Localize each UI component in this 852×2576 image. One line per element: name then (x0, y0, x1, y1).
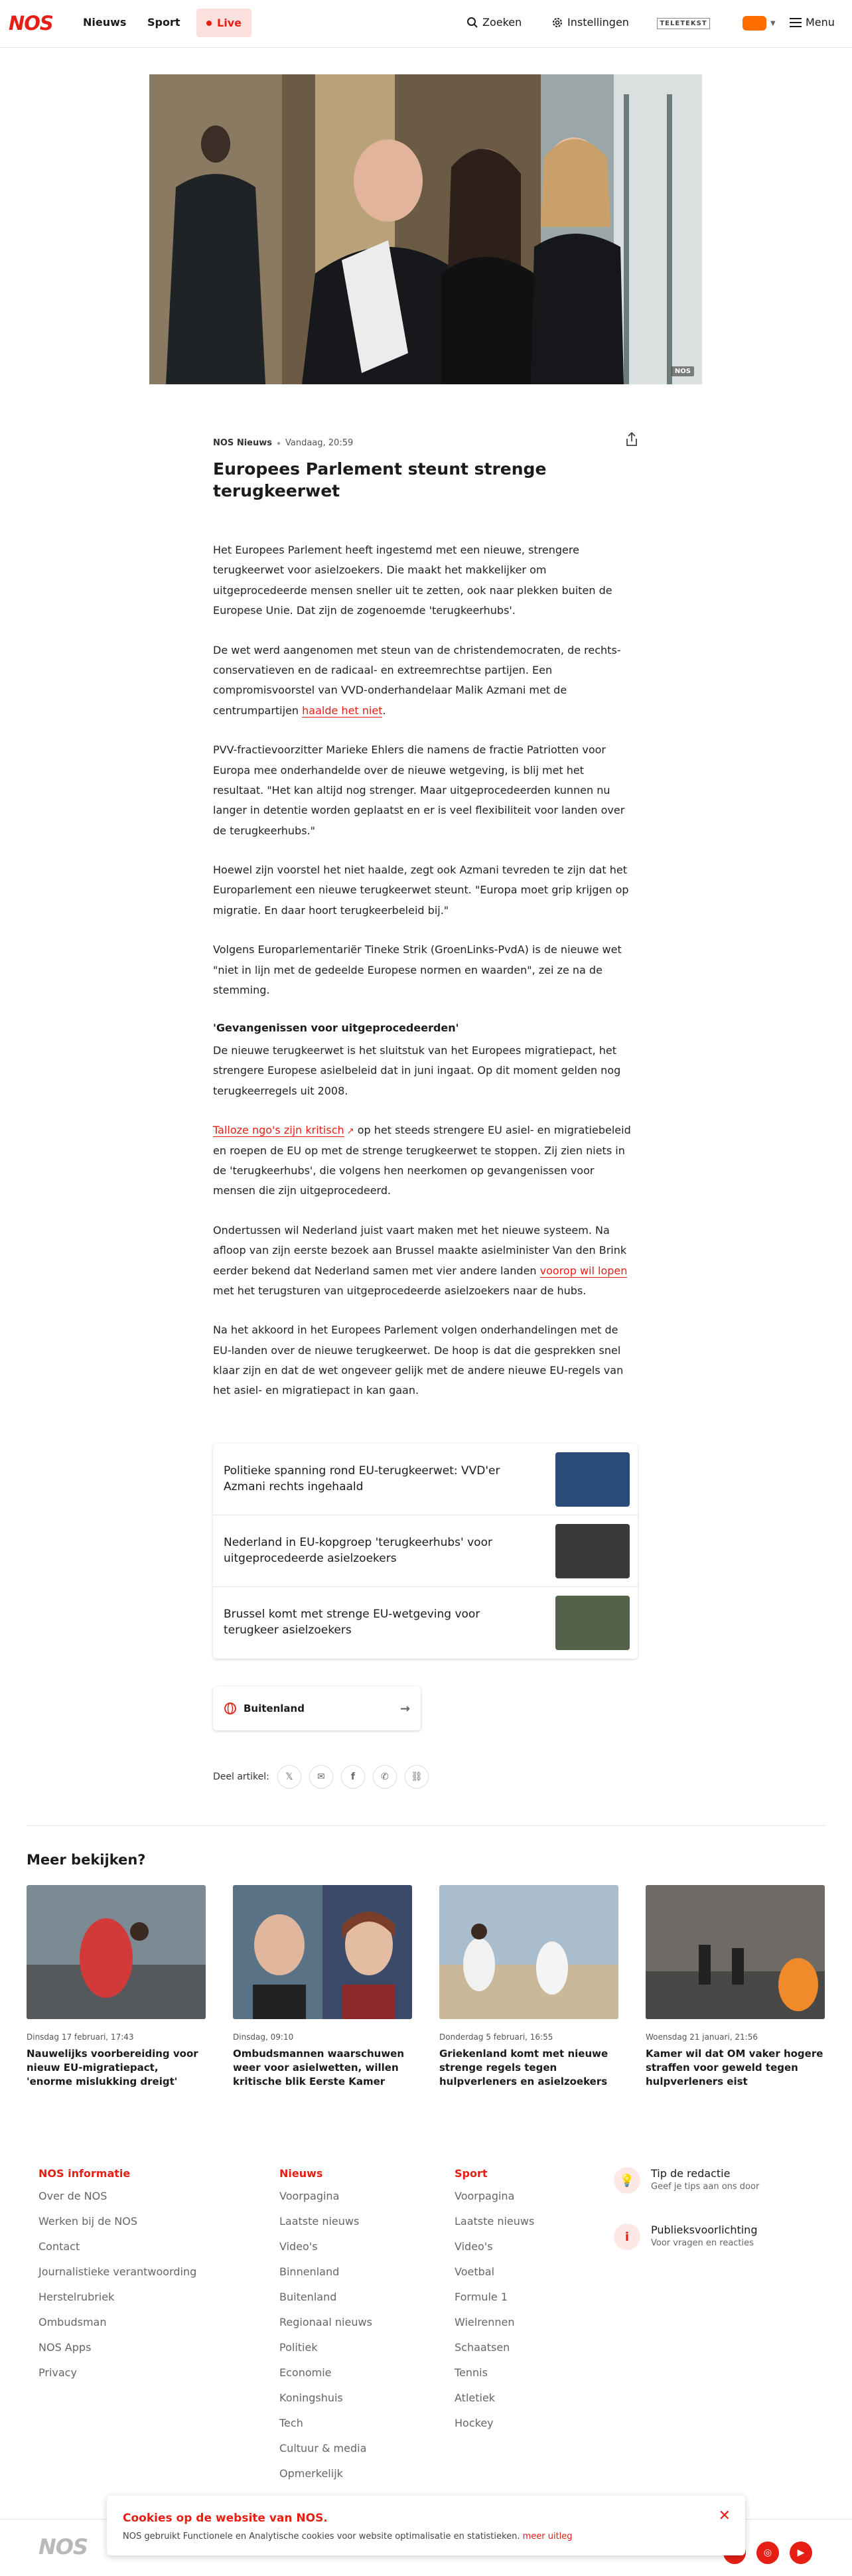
footer-link[interactable]: Video's (455, 2240, 493, 2253)
paragraph: Volgens Europarlementariër Tineke Strik (GroenLinks-PvdA) is de nieuwe wet "niet in lijn met de gedeelde Europese normen en waarden", zei ze na de stemming. (213, 943, 622, 997)
facebook-icon[interactable]: f (341, 1765, 365, 1789)
help-title: Tip de redactie (651, 2167, 731, 2180)
footer-link[interactable]: Formule 1 (455, 2291, 508, 2303)
instagram-icon[interactable]: ◎ (756, 2541, 779, 2564)
paragraph (213, 1221, 638, 1302)
related-item[interactable] (213, 1587, 638, 1659)
card-image (27, 1885, 206, 2019)
card-title: Ombudsmannen waarschuwen weer voor asielwetten, willen kritische blik Eerste Kamer (233, 2048, 405, 2087)
share-bar (213, 1765, 429, 1789)
cookie-title: Cookies op de website van NOS. (123, 2512, 328, 2525)
info-icon: i (614, 2224, 640, 2250)
nos-logo[interactable]: NOS (9, 12, 53, 35)
footer-link[interactable]: Wielrennen (455, 2316, 515, 2328)
inline-link[interactable]: voorop wil lopen (539, 1264, 628, 1277)
footer-link[interactable]: Journalistieke verantwoording (38, 2265, 197, 2278)
search-icon (466, 17, 478, 29)
globe-icon (224, 1702, 237, 1715)
footer-link[interactable]: Tech (279, 2417, 303, 2429)
paragraph-text: Ondertussen wil Nederland juist vaart maken met het nieuwe systeem. Na afloop van zijn eerste bezoek aan Brussel maakte asielminister Van den Brink eerder bekend dat Nederland samen met vier andere landen (213, 1223, 627, 1277)
footer-logo[interactable]: NOS (38, 2534, 88, 2559)
footer-link[interactable]: Economie (279, 2366, 332, 2379)
paragraph: PVV-fractievoorzitter Marieke Ehlers die namens de fractie Patriotten voor Europa mee onderhandelde over de nieuwe wetgeving, is blij met het resultaat. "Het kan altijd nog strenger. Maar uitgeprocedeerden kunnen nu langer in detentie worden geplaatst en er is veel flexibiliteit voor landen over de terugkeerhubs." (213, 743, 625, 837)
live-button[interactable] (196, 9, 251, 37)
more-card[interactable] (439, 1885, 618, 2089)
footer-col-sport (455, 2167, 534, 2441)
footer-link[interactable]: Hockey (455, 2417, 494, 2429)
hero-photo (149, 74, 702, 384)
help-title: Publieksvoorlichting (651, 2224, 758, 2236)
search-button[interactable] (466, 16, 522, 29)
related-thumbnail (555, 1452, 630, 1507)
paragraph: Na het akkoord in het Europees Parlement volgen onderhandelingen met de EU-landen over de nieuwe terugkeerwet. De hoop is dat die gesprekken snel klaar zijn en dat de wet ongeveer gelijk met de andere nieuwe EU-regels van het asiel- en migratiepact in kan gaan. (213, 1324, 624, 1397)
npo-logo[interactable] (743, 16, 766, 31)
paragraph-text: . (382, 704, 386, 717)
close-icon[interactable]: ✕ (718, 2508, 731, 2524)
related-item[interactable] (213, 1444, 638, 1515)
hero-badge: NOS (672, 366, 694, 376)
menu-label: Menu (806, 16, 835, 29)
search-label: Zoeken (482, 16, 522, 29)
chevron-down-icon[interactable]: ▼ (770, 20, 776, 27)
footer-link[interactable]: Werken bij de NOS (38, 2215, 138, 2228)
link-icon[interactable]: ⛓ (405, 1765, 429, 1789)
inline-link[interactable]: haalde het niet (302, 704, 383, 717)
more-card[interactable] (646, 1885, 825, 2089)
gear-icon (551, 17, 563, 29)
footer-col-info (38, 2167, 196, 2391)
footer-col-title: Nieuws (279, 2167, 323, 2180)
help-subtitle: Voor vragen en reacties (651, 2238, 754, 2248)
tag-buitenland[interactable] (213, 1687, 421, 1730)
cookie-banner (107, 2496, 745, 2555)
tag-label: Buitenland (244, 1703, 305, 1714)
nav-nieuws[interactable]: Nieuws (83, 16, 127, 29)
publieksvoorlichting[interactable] (614, 2224, 757, 2250)
footer-link[interactable]: Schaatsen (455, 2341, 510, 2354)
footer-link[interactable]: Laatste nieuws (455, 2215, 535, 2228)
share-icon (624, 431, 639, 447)
paragraph: Hoewel zijn voorstel het niet haalde, zegt ook Azmani tevreden te zijn dat het Europarlement een nieuwe terugkeerwet steunt. "Europa moet grip krijgen op migratie. En daar hoort terugkeerbeleid bij." (213, 864, 629, 917)
footer-link[interactable]: Voorpagina (279, 2190, 340, 2202)
divider (27, 1825, 825, 1826)
card-date: Donderdag 5 februari, 16:55 (439, 2032, 553, 2042)
article-timestamp: Vandaag, 20:59 (285, 438, 354, 448)
paragraph-text: met het terugsturen van uitgeprocedeerde asielzoekers naar de hubs. (213, 1284, 587, 1297)
paragraph: De nieuwe terugkeerwet is het sluitstuk van het Europees migratiepact, het strengere Europese asielbeleid dat in juni ingaat. Op dit moment gelden nog terugkeerregels uit 2008. (213, 1044, 621, 1097)
card-image (646, 1885, 825, 2019)
settings-label: Instellingen (567, 16, 629, 29)
related-articles (213, 1444, 638, 1659)
cookie-text: NOS gebruikt Functionele en Analytische cookies voor website optimalisatie en statistieken. (123, 2532, 520, 2541)
card-image (439, 1885, 618, 2019)
live-label: Live (217, 17, 242, 29)
footer-link[interactable]: Privacy (38, 2366, 77, 2379)
external-link[interactable]: Talloze ngo's zijn kritisch (213, 1124, 344, 1137)
help-subtitle: Geef je tips aan ons door (651, 2182, 760, 2192)
footer-link[interactable]: Atletiek (455, 2391, 496, 2404)
footer-link[interactable]: NOS Apps (38, 2341, 92, 2354)
footer-link[interactable]: Binnenland (279, 2265, 340, 2278)
x-icon[interactable]: 𝕏 (277, 1765, 301, 1789)
related-thumbnail (555, 1524, 630, 1578)
nav-sport[interactable]: Sport (147, 16, 180, 29)
related-title: Nederland in EU-kopgroep 'terugkeerhubs' voor uitgeprocedeerde asielzoekers (224, 1535, 492, 1565)
footer-col-nieuws (279, 2167, 372, 2492)
hero-image (149, 74, 702, 384)
footer-link[interactable]: Koningshuis (279, 2391, 343, 2404)
article-meta (213, 438, 638, 448)
footer-link[interactable]: Politiek (279, 2341, 318, 2354)
footer-link[interactable]: Contact (38, 2240, 80, 2253)
tip-redactie[interactable] (614, 2167, 759, 2194)
card-title: Griekenland komt met nieuwe strenge regels tegen hulpverleners en asielzoekers (439, 2048, 608, 2087)
footer-link[interactable]: Laatste nieuws (279, 2215, 360, 2228)
footer-link[interactable]: Tennis (455, 2366, 488, 2379)
more-card[interactable] (27, 1885, 206, 2089)
footer-col-title: NOS informatie (38, 2167, 131, 2180)
teletekst-logo[interactable]: TELETEKST (657, 18, 710, 29)
footer-link[interactable]: Voetbal (455, 2265, 495, 2278)
article-body (213, 540, 638, 1401)
cookie-more-link[interactable]: meer uitleg (522, 2532, 573, 2541)
external-link-icon: ↗ (344, 1126, 354, 1137)
footer-link[interactable]: Video's (279, 2240, 318, 2253)
article (213, 438, 638, 1420)
card-title: Kamer wil dat OM vaker hogere straffen voor geweld tegen hulpverleners eist (646, 2048, 823, 2087)
hamburger-icon (790, 18, 802, 27)
footer-link[interactable]: Ombudsman (38, 2316, 107, 2328)
footer-link[interactable]: Opmerkelijk (279, 2467, 343, 2480)
share-button[interactable] (624, 431, 639, 450)
card-date: Dinsdag, 09:10 (233, 2032, 294, 2042)
paragraph (213, 1120, 638, 1201)
related-title: Brussel komt met strenge EU-wetgeving voor terugkeer asielzoekers (224, 1608, 480, 1637)
meta-separator (277, 442, 280, 445)
card-date: Woensdag 21 januari, 21:56 (646, 2032, 758, 2042)
more-card[interactable] (233, 1885, 412, 2089)
youtube-icon[interactable]: ▶ (790, 2541, 812, 2564)
share-label: Deel artikel: (213, 1772, 269, 1782)
arrow-right-icon: → (399, 1701, 410, 1716)
footer-link[interactable]: Herstelrubriek (38, 2291, 115, 2303)
article-subheading: 'Gevangenissen voor uitgeprocedeerden' (213, 1022, 459, 1035)
paragraph: Het Europees Parlement heeft ingestemd met een nieuwe, strengere terugkeerwet voor asielzoekers. Die maakt het makkelijker om uitgeprocedeerde mensen sneller uit te zetten, ook naar plekken buiten de Europese Unie. Dat zijn de zogenoemde 'terugkeerhubs'. (213, 544, 612, 617)
paragraph-text: op het steeds strengere EU asiel- en migratiebeleid en roepen de EU op met de strenge terugkeerwet te stoppen. Zij zien niets in de 'terugkeerhubs', die volgens hen neerkomen op gevangenissen voor mensen die zijn uitgeprocedeerd. (213, 1124, 631, 1197)
related-title: Politieke spanning rond EU-terugkeerwet: VVD'er Azmani rechts ingehaald (224, 1464, 500, 1493)
card-image (233, 1885, 412, 2019)
related-item[interactable] (213, 1515, 638, 1587)
footer-link[interactable]: Regionaal nieuws (279, 2316, 372, 2328)
related-thumbnail (555, 1596, 630, 1650)
lightbulb-icon: 💡 (614, 2167, 640, 2194)
cookie-text-row (123, 2532, 729, 2541)
settings-button[interactable] (551, 16, 629, 29)
live-dot-icon (206, 21, 212, 26)
more-section-title: Meer bekijken? (27, 1852, 146, 1868)
card-date: Dinsdag 17 februari, 17:43 (27, 2032, 134, 2042)
article-title: Europees Parlement steunt strenge terugkeerwet (213, 459, 547, 500)
footer-col-title: Sport (455, 2167, 488, 2180)
mail-icon[interactable]: ✉ (309, 1765, 333, 1789)
paragraph-text: De wet werd aangenomen met steun van de christendemocraten, de rechts-conservatieven en de radicaal- en extreemrechtse partijen. Een compromisvoorstel van VVD-onderhandelaar Malik Azmani met de centrumpartijen (213, 643, 621, 717)
more-cards (27, 1885, 825, 2089)
whatsapp-icon[interactable]: ✆ (373, 1765, 397, 1789)
footer-link[interactable]: Over de NOS (38, 2190, 107, 2202)
site-header (0, 0, 852, 48)
card-title: Nauwelijks voorbereiding voor nieuw EU-migratiepact, 'enorme mislukking dreigt' (27, 2048, 198, 2087)
menu-button[interactable] (790, 16, 835, 29)
paragraph (213, 641, 638, 721)
article-source: NOS Nieuws (213, 438, 272, 448)
footer-link[interactable]: Cultuur & media (279, 2442, 367, 2455)
footer-link[interactable]: Buitenland (279, 2291, 337, 2303)
footer-link[interactable]: Voorpagina (455, 2190, 515, 2202)
